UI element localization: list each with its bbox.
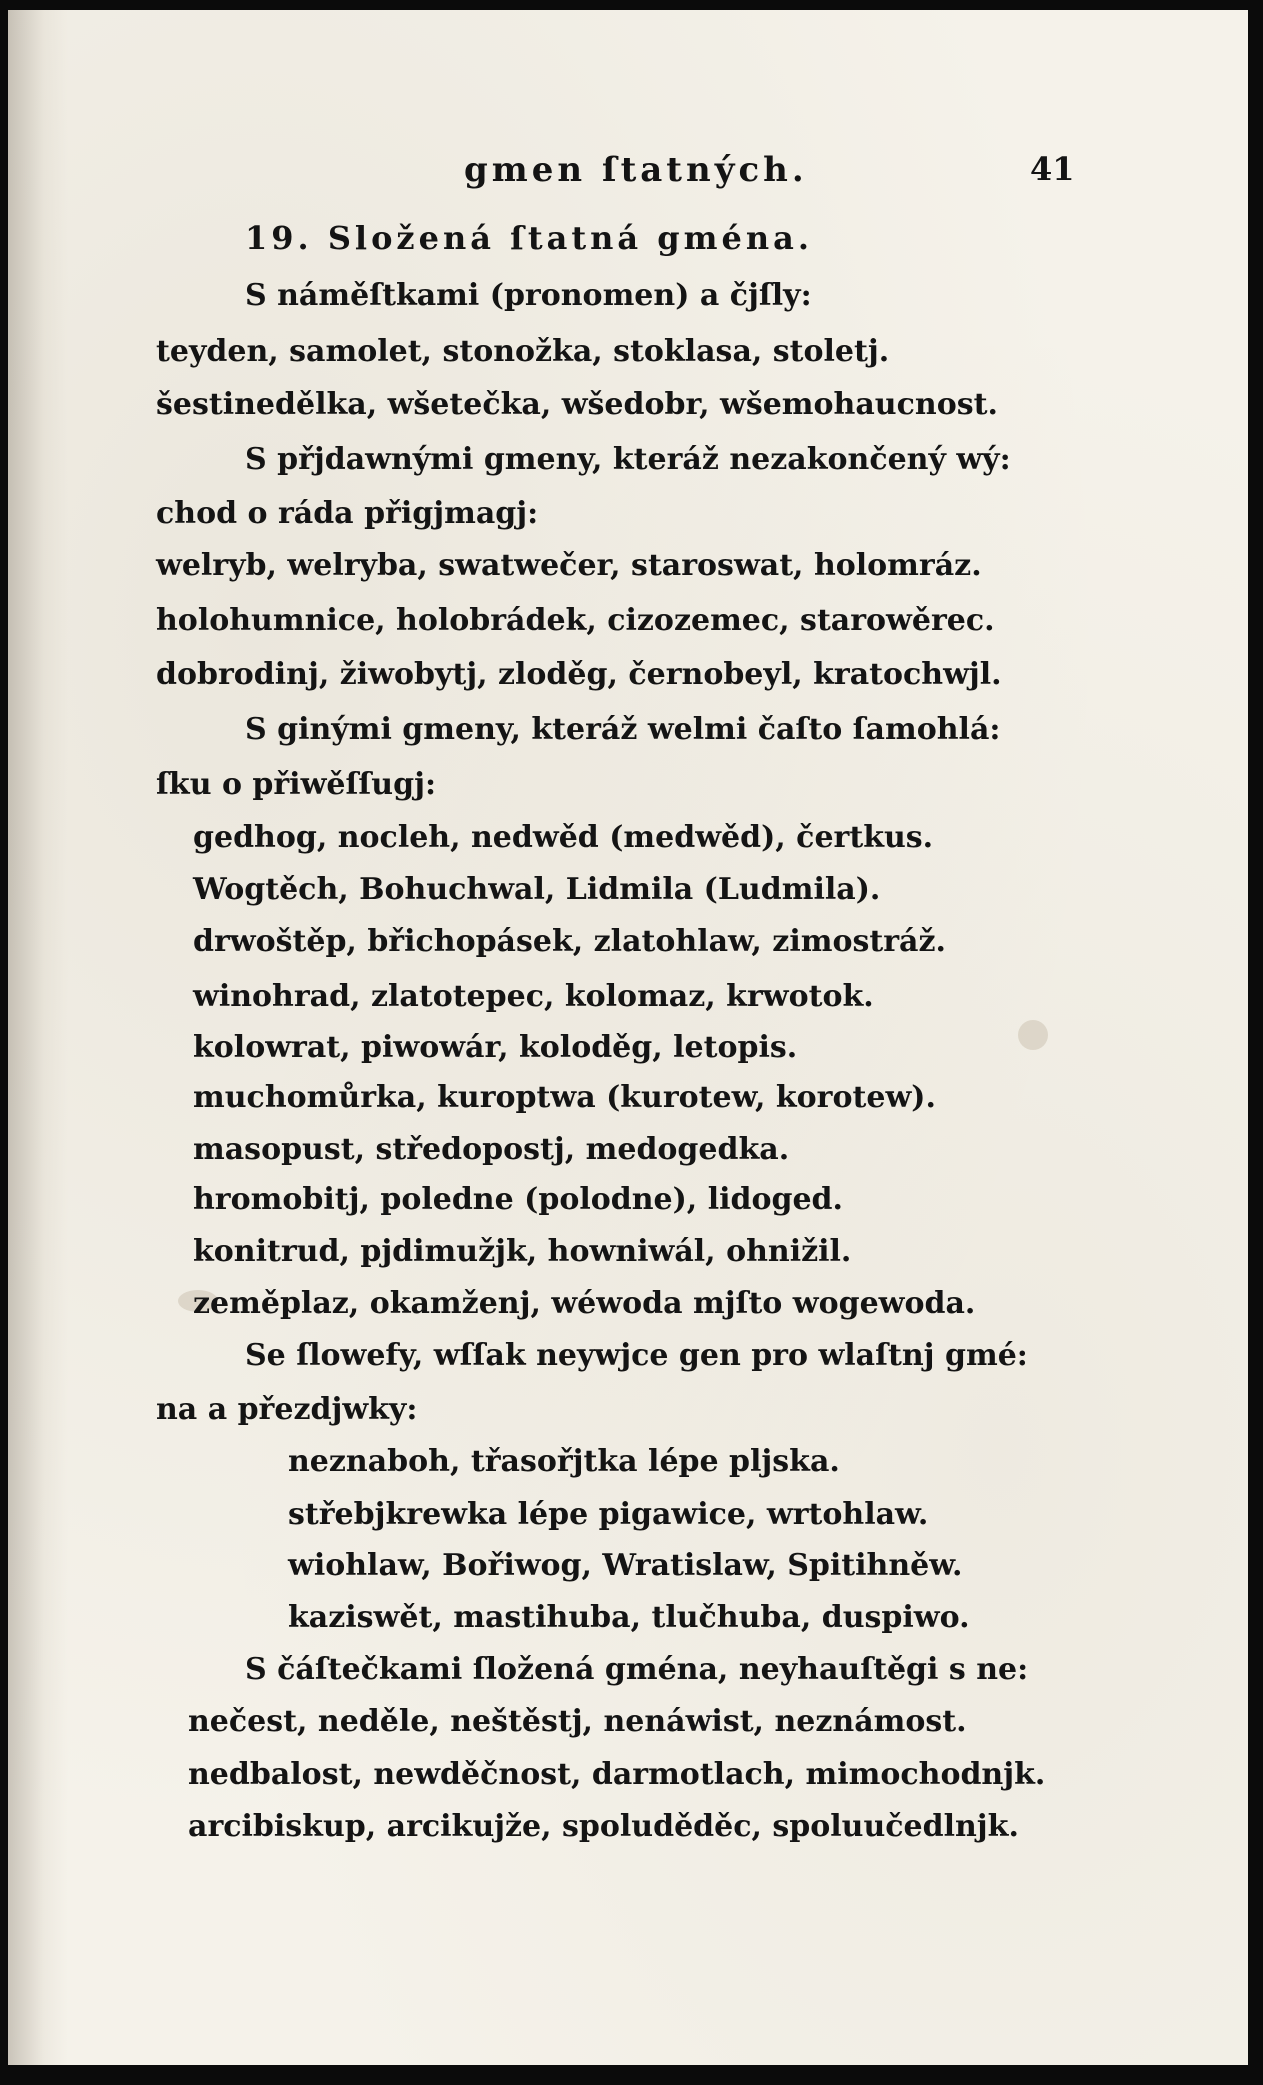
text-line: nedbalost, newděčnost, darmotlach, mimochodnjk. — [188, 1757, 1046, 1792]
text-line: holohumnice, holobrádek, cizozemec, starowěrec. — [156, 603, 995, 638]
book-page — [8, 10, 1248, 2065]
text-line: konitrud, pjdimužjk, howniwál, ohnižil. — [193, 1234, 852, 1269]
text-line: chod o ráda přigjmagj: — [156, 496, 539, 531]
text-line: muchomůrka, kuroptwa (kurotew, korotew). — [193, 1080, 936, 1115]
paragraph-intro-line: S ginými gmeny, kteráž welmi čaſto ſamohlá: — [245, 712, 1001, 747]
text-line: šestinedělka, wšetečka, wšedobr, wšemohaucnost. — [156, 387, 998, 422]
running-header — [8, 150, 1248, 200]
text-line: nečest, neděle, neštěstj, nenáwist, neznámost. — [188, 1704, 967, 1739]
text-line: masopust, středopostj, medogedka. — [193, 1132, 790, 1167]
text-line: na a přezdjwky: — [156, 1392, 418, 1427]
text-line: neznaboh, třasořjtka lépe pljska. — [288, 1444, 840, 1479]
paragraph-intro-line: S přjdawnými gmeny, kteráž nezakončený wý: — [245, 442, 1011, 477]
text-line: teyden, samolet, stonožka, stoklasa, stoletj. — [156, 334, 890, 369]
text-line: Wogtěch, Bohuchwal, Lidmila (Ludmila). — [193, 872, 881, 907]
text-line: welryb, welryba, swatwečer, staroswat, holomráz. — [156, 548, 982, 583]
page-number: 41 — [1030, 150, 1075, 188]
page-gutter-shadow — [8, 10, 68, 2065]
paper-stain — [1018, 1020, 1048, 1050]
text-line: winohrad, zlatotepec, kolomaz, krwotok. — [193, 979, 874, 1014]
text-line: drwoštěp, břichopásek, zlatohlaw, zimostráž. — [193, 924, 946, 959]
text-line: zeměplaz, okamženj, wéwoda mjſto wogewoda. — [193, 1286, 976, 1321]
text-line: hromobitj, poledne (polodne), lidoged. — [193, 1182, 843, 1217]
text-line: střebjkrewka lépe pigawice, wrtohlaw. — [288, 1497, 929, 1532]
text-line: arcibiskup, arcikujže, spoluděděc, spoluučedlnjk. — [188, 1809, 1019, 1844]
text-line: gedhog, nocleh, nedwěd (medwěd), čertkus. — [193, 820, 934, 855]
section-heading: 19. Složená ſtatná gména. — [245, 219, 814, 257]
text-line: wiohlaw, Bořiwog, Wratislaw, Spitihněw. — [288, 1548, 963, 1583]
text-line: ſku o přiwěſſugj: — [156, 767, 437, 802]
paragraph-intro-line: S náměſtkami (pronomen) a čjſly: — [245, 278, 812, 313]
running-title: gmen ſtatných. — [464, 150, 808, 190]
text-line: kaziswět, mastihuba, tlučhuba, duspiwo. — [288, 1600, 970, 1635]
text-line: dobrodinj, žiwobytj, zloděg, černobeyl, kratochwjl. — [156, 657, 1002, 692]
paragraph-intro-line: S čáſtečkami ſložená gména, neyhauſtěgi s ne: — [245, 1652, 1029, 1687]
paragraph-intro-line: Se ſlowefy, wſſak neywjce gen pro wlaſtnj gmé: — [245, 1338, 1028, 1373]
text-line: kolowrat, piwowár, koloděg, letopis. — [193, 1030, 798, 1065]
